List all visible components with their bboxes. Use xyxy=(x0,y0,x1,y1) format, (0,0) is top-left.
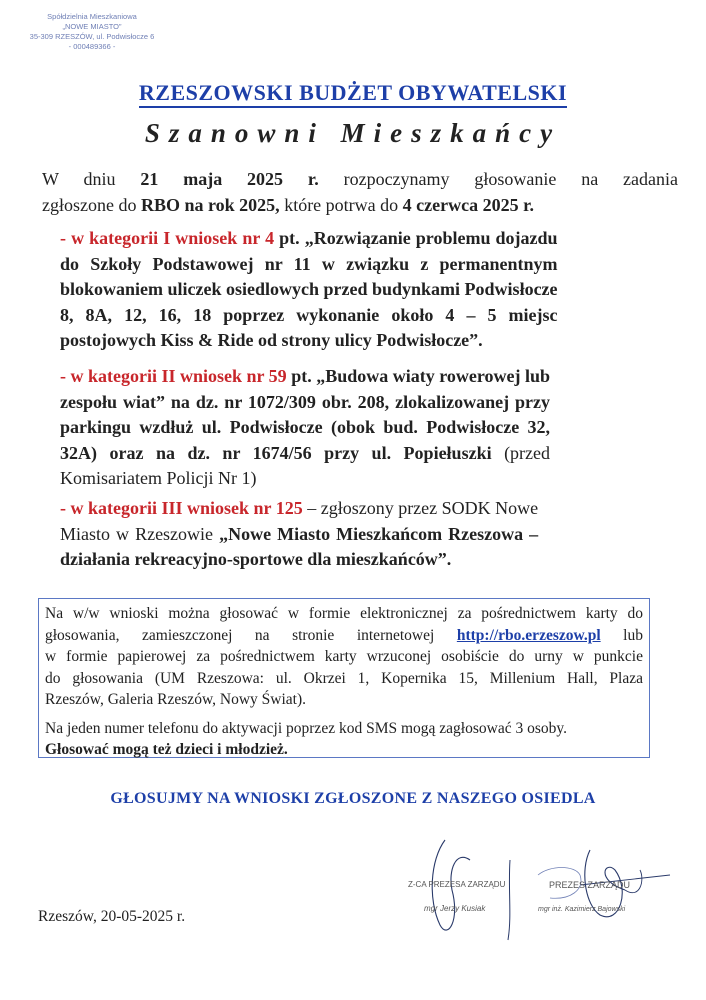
greeting: Szanowni Mieszkańcy xyxy=(144,118,562,148)
vote-end-date: 4 czerwca 2025 r. xyxy=(402,195,534,215)
stamp-line: 35-309 RZESZÓW, ul. Podwisłocze 6 xyxy=(29,32,155,41)
rbo-year: RBO na rok 2025, xyxy=(140,195,280,215)
intro-paragraph: W dniu 21 maja 2025 r. rozpoczynamy głosowanie na zadania zgłoszone do RBO na rok 2025, które potrwa do 4 czerwca 2025 r. xyxy=(42,169,679,215)
signature-name-right: mgr inż. Kazimierz Bajowski xyxy=(538,906,626,913)
handwritten-signatures xyxy=(390,830,690,950)
signature-title-right: PREZES ZARZĄDU xyxy=(549,880,631,890)
document-date: Rzeszów, 20-05-2025 r. xyxy=(38,908,186,925)
vote-start-date: 21 maja 2025 r. xyxy=(140,169,319,189)
signature-title-left: Z-CA PREZESA ZARZĄDU xyxy=(408,880,506,889)
voting-info-box: Na w/w wnioski można głosować w formie elektronicznej za pośrednictwem karty do głosowania, zamieszczonej na stronie internetowej http://rbo.erzeszow.pl lub w formie papierowej za pośrednictwem karty wrzuconej osobiście do urny w punkcie do głosowania (UM Rzeszowa: ul. Okrzei 1, Kopernika 15, Millenium Hall, Plaza Rzeszów, Galeria Rzeszów, Nowy Świat). Na jeden numer telefonu do aktywacji poprzez kod SMS mogą zagłosować 3 osoby. Głosować mogą też dzieci i młodzież. xyxy=(38,598,650,758)
proposal-category: w kategorii III wniosek nr 125 xyxy=(70,498,303,518)
proposal-category: w kategorii I wniosek nr 4 xyxy=(71,228,275,248)
rbo-website-link[interactable]: http://rbo.erzeszow.pl xyxy=(456,626,601,644)
stamp-line: „NOWE MIASTO” xyxy=(62,22,122,31)
stamp-line: - 000489366 - xyxy=(68,42,116,51)
document-title: RZESZOWSKI BUDŻET OBYWATELSKI xyxy=(0,80,706,106)
list-item: - w kategorii I wniosek nr 4 pt. „Rozwiązanie problemu dojazdu do Szkoły Podstawowej nr 11 w związku z permanentnym blokowaniem uliczek osiedlowych przed budynkami Podwisłocze 8, 8A, 12, 16, 18 poprzez wykonanie około 4 – 5 miejsc postojowych Kiss & Ride od strony ulicy Podwisłocze”. xyxy=(60,228,558,350)
list-item: - w kategorii II wniosek nr 59 pt. „Budowa wiaty rowerowej lub zespołu wiat” na dz. nr 1072/309 obr. 208, zlokalizowanej przy parkingu wzdłuż ul. Podwisłocze (obok bud. Podwisłocze 32, 32A) oraz na dz. nr 1674/56 przy ul. Popiełuszki (przed Komisariatem Policji Nr 1) xyxy=(60,366,551,488)
stamp-line: Spółdzielnia Mieszkaniowa xyxy=(47,12,137,21)
proposal-category: w kategorii II wniosek nr 59 xyxy=(70,366,287,386)
cooperative-stamp xyxy=(22,12,162,52)
signature-name-left: mgr Jerzy Kusiak xyxy=(424,904,486,913)
list-item: - w kategorii III wniosek nr 125 – zgłoszony przez SODK Nowe Miasto w Rzeszowie „Nowe Miasto Mieszkańcom Rzeszowa – działania rekreacyjno-sportowe dla mieszkańców”. xyxy=(60,498,539,569)
call-to-action: GŁOSUJMY NA WNIOSKI ZGŁOSZONE Z NASZEGO OSIEDLA xyxy=(110,790,596,807)
